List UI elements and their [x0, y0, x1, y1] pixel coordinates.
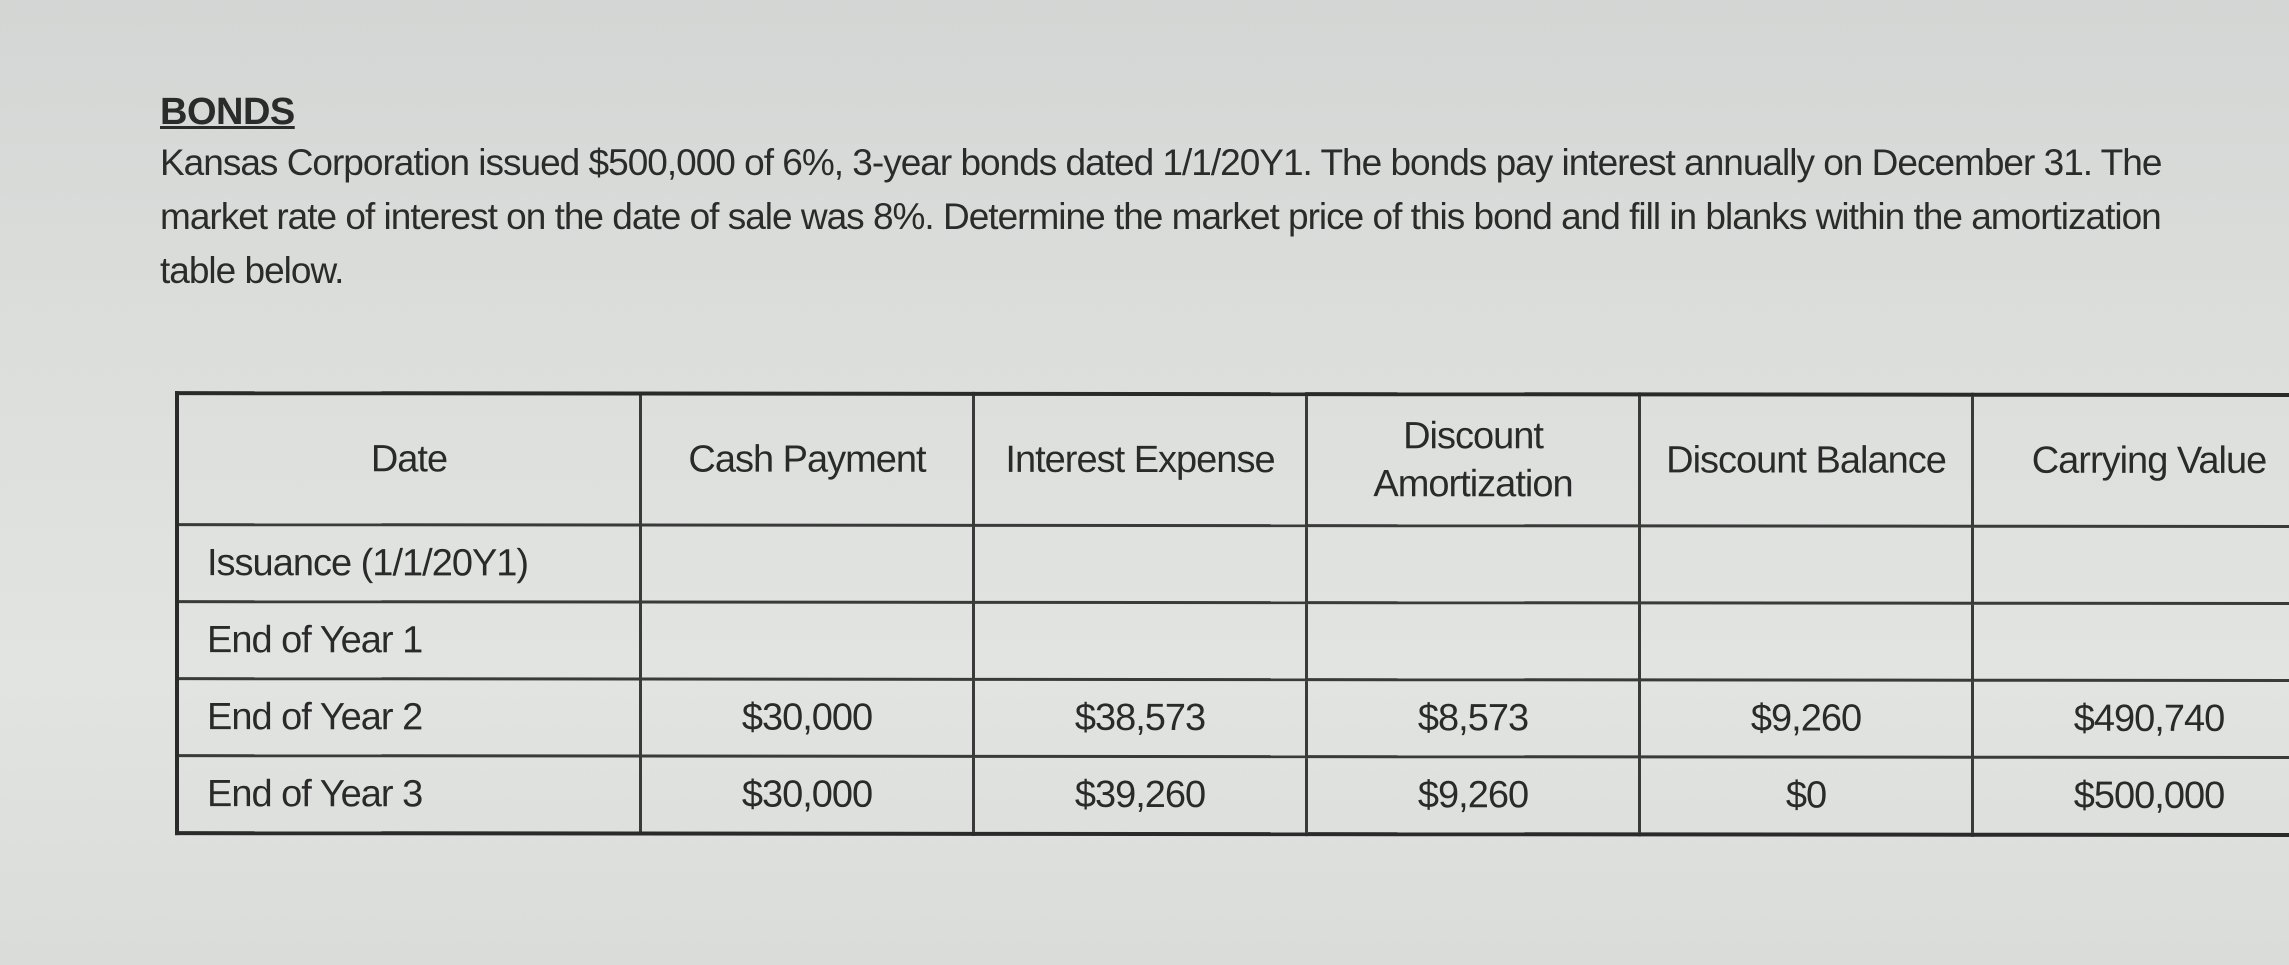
cell-discount-balance-blank[interactable]	[1640, 603, 1973, 680]
cell-discount-amortization: $9,260	[1307, 757, 1640, 835]
cell-cash-payment: $30,000	[641, 756, 974, 834]
table-row-issuance	[177, 525, 2289, 604]
cell-discount-balance-blank[interactable]	[1640, 526, 1973, 603]
header-carrying-value: Carrying Value	[1973, 395, 2289, 527]
cell-cash-payment-blank[interactable]	[641, 525, 974, 602]
cell-interest-expense: $38,573	[974, 679, 1307, 756]
header-date: Date	[177, 393, 641, 525]
cell-date: End of Year 2	[177, 679, 641, 756]
cell-discount-amortization-blank[interactable]	[1307, 603, 1640, 680]
cell-date: End of Year 1	[177, 602, 641, 679]
cell-date: Issuance (1/1/20Y1)	[177, 525, 641, 602]
cell-discount-balance: $9,260	[1640, 680, 1973, 757]
cell-date: End of Year 3	[177, 756, 641, 834]
table-header-row	[177, 393, 2289, 526]
header-discount-amortization: Discount Amortization	[1307, 394, 1640, 526]
header-discount-balance: Discount Balance	[1640, 394, 1973, 526]
cell-carrying-value: $500,000	[1973, 757, 2289, 835]
amortization-table	[175, 391, 2289, 837]
cell-discount-balance: $0	[1640, 757, 1973, 835]
cell-carrying-value-blank[interactable]	[1973, 526, 2289, 603]
amortization-table-container	[175, 391, 2267, 837]
cell-cash-payment: $30,000	[641, 679, 974, 756]
cell-carrying-value-blank[interactable]	[1973, 603, 2289, 680]
header-interest-expense: Interest Expense	[974, 394, 1307, 526]
cell-discount-amortization-blank[interactable]	[1307, 526, 1640, 603]
cell-carrying-value: $490,740	[1973, 680, 2289, 757]
header-cash-payment: Cash Payment	[641, 394, 974, 526]
cell-interest-expense: $39,260	[974, 756, 1307, 834]
table-row-year-3	[177, 756, 2289, 835]
cell-cash-payment-blank[interactable]	[641, 602, 974, 679]
problem-paragraph: Kansas Corporation issued $500,000 of 6%, 3-year bonds dated 1/1/20Y1. The bonds pay interest annually on December 31. The market rate of interest on the date of sale was 8%. Determine the market price of this bond and fill in blanks within the amortization table below.	[160, 142, 2162, 291]
cell-interest-expense-blank[interactable]	[974, 602, 1307, 679]
cell-interest-expense-blank[interactable]	[974, 525, 1307, 602]
section-heading: BONDS	[160, 91, 295, 133]
table-row-year-1	[177, 602, 2289, 681]
table-row-year-2	[177, 679, 2289, 758]
problem-statement	[160, 88, 2200, 298]
cell-discount-amortization: $8,573	[1307, 680, 1640, 757]
